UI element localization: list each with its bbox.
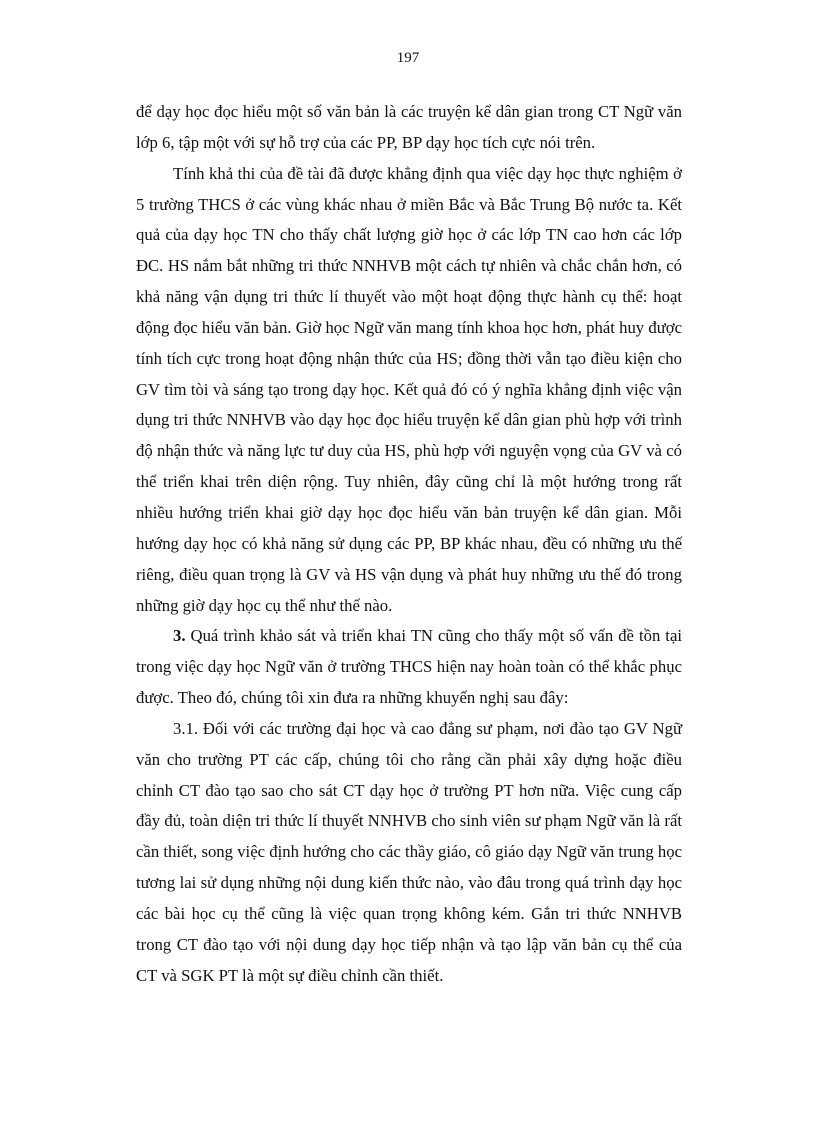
paragraph-feasibility: Tính khả thi của đề tài đã được khẳng định qua việc dạy học thực nghiệm ở 5 trường THCS ở các vùng khác nhau ở miền Bắc và Bắc Trung Bộ nước ta. Kết quả của dạy học TN cho thấy chất lượng giờ học ở các lớp TN cao hơn các lớp ĐC. HS nắm bắt những tri thức NNHVB một cách tự nhiên và chắc chắn hơn, có khả năng vận dụng tri thức lí thuyết vào một hoạt động thực hành cụ thể: hoạt động đọc hiểu văn bản. Giờ học Ngữ văn mang tính khoa học hơn, phát huy được tính tích cực trong hoạt động nhận thức của HS; đồng thời vẫn tạo điều kiện cho GV tìm tòi và sáng tạo trong dạy học. Kết quả đó có ý nghĩa khẳng định việc vận dụng tri thức NNHVB vào dạy học đọc hiểu truyện kể dân gian phù hợp với trình độ nhận thức và năng lực tư duy của HS, phù hợp với nguyện vọng của GV và có thể triển khai trên diện rộng. Tuy nhiên, đây cũng chỉ là một hướng trong rất nhiều hướng triển khai giờ dạy học đọc hiểu văn bản truyện kể dân gian. Mỗi hướng dạy học có khả năng sử dụng các PP, BP khác nhau, đều có những ưu thế riêng, điều quan trọng là GV và HS vận dụng và phát huy những ưu thế đó trong những giờ dạy học cụ thể như thế nào. xyxy=(136,163,682,615)
section-number: 3. xyxy=(173,626,186,646)
paragraph-section-3-text: Quá trình khảo sát và triển khai TN cũng cho thấy một số vấn đề tồn tại trong việc dạy học Ngữ văn ở trường THCS hiện nay hoàn toàn có thể khắc phục được. Theo đó, chúng tôi xin đưa ra những khuyến nghị sau đây: xyxy=(136,626,682,708)
paragraph-section-3-1: 3.1. Đối với các trường đại học và cao đẳng sư phạm, nơi đào tạo GV Ngữ văn cho trường PT các cấp, chúng tôi cho rằng cần phải xây dựng hoặc điều chỉnh CT đào tạo sao cho sát CT dạy học ở trường PT hơn nữa. Việc cung cấp đầy đủ, toàn diện tri thức lí thuyết NNHVB cho sinh viên sư phạm Ngữ văn là rất cần thiết, song việc định hướng cho các thầy giáo, cô giáo dạy Ngữ văn trung học tương lai sử dụng những nội dung kiến thức nào, vào đâu trong quá trình dạy học các bài học cụ thể cũng là việc quan trọng không kém. Gắn tri thức NNHVB trong CT đào tạo với nội dung dạy học tiếp nhận và tạo lập văn bản cụ thể của CT và SGK PT là một sự điều chỉnh cần thiết. xyxy=(136,718,682,985)
page-number: 197 xyxy=(396,50,420,66)
body-text xyxy=(136,97,682,991)
paragraph-continuation: để dạy học đọc hiểu một số văn bản là các truyện kể dân gian trong CT Ngữ văn lớp 6, tập một với sự hỗ trợ của các PP, BP dạy học tích cực nói trên. xyxy=(136,102,682,152)
paragraph-section-3 xyxy=(136,621,682,714)
